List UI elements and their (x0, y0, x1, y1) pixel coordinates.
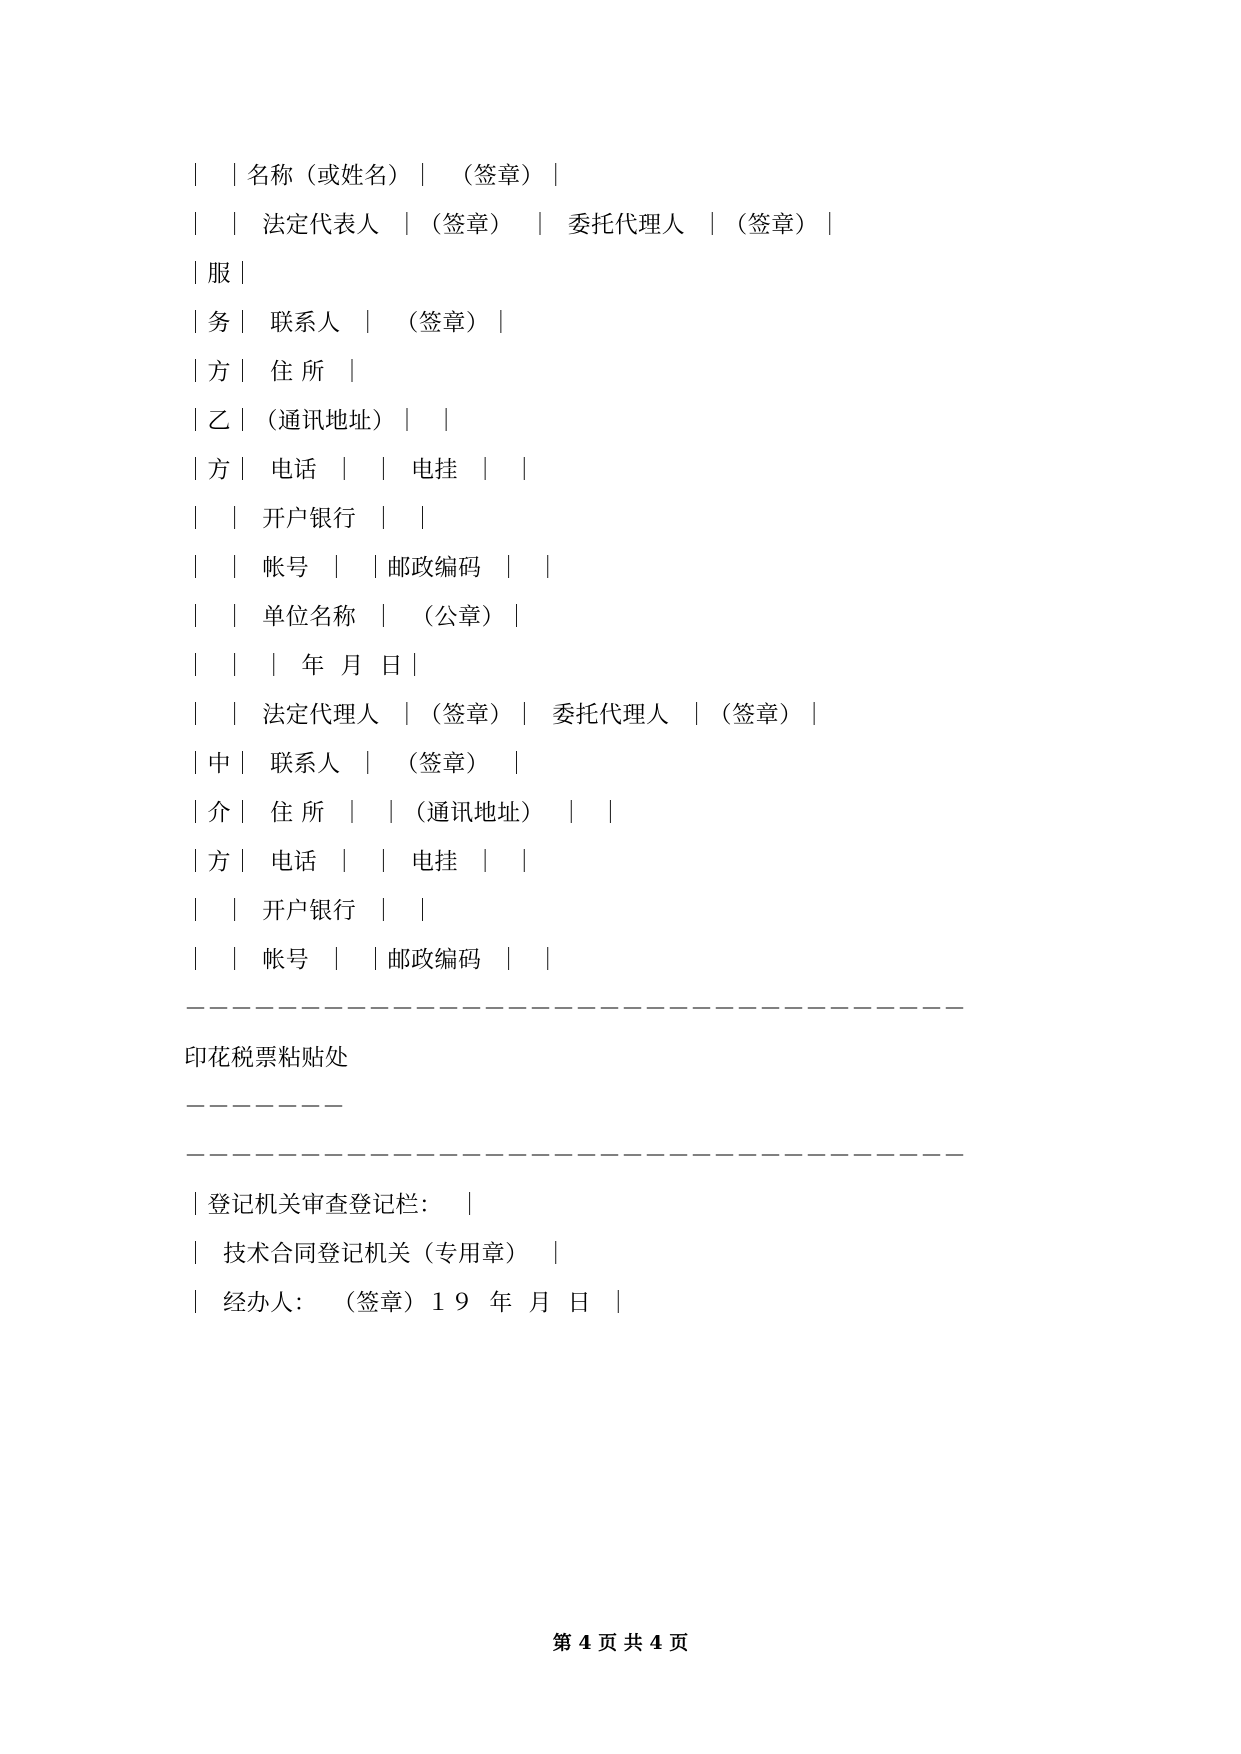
table-row-contact: ｜务｜ 联系人 ｜ （签章）｜ (184, 310, 513, 336)
table-row-intermediary-phone: ｜方｜ 电话 ｜ ｜ 电挂 ｜ ｜ (184, 849, 537, 875)
page-indicator: 第 4 页 共 4 页 (552, 1632, 689, 1654)
table-row-intermediary-address: ｜介｜ 住 所 ｜ ｜（通讯地址） ｜ ｜ (184, 800, 623, 826)
divider-rule: －－－－－－－－－－－－－－－－－－－－－－－－－－－－－－－－－－ (184, 1143, 966, 1169)
table-row-phone: ｜方｜ 电话 ｜ ｜ 电挂 ｜ ｜ (184, 457, 537, 483)
table-row-fu: ｜服｜ (184, 261, 255, 287)
table-row-intermediary-legal-rep: ｜ ｜ 法定代理人 ｜（签章）｜ 委托代理人 ｜（签章）｜ (184, 702, 827, 728)
table-row-mailing-address: ｜乙｜（通讯地址）｜ ｜ (184, 408, 459, 434)
divider-rule-short: －－－－－－－ (184, 1094, 345, 1120)
table-row-intermediary-contact: ｜中｜ 联系人 ｜ （签章） ｜ (184, 751, 529, 777)
table-row-intermediary-account: ｜ ｜ 帐号 ｜ ｜邮政编码 ｜ ｜ (184, 947, 560, 973)
registry-seal-line: ｜ 技术合同登记机关（专用章） ｜ (184, 1241, 568, 1267)
document-body (184, 152, 1084, 1328)
table-row-name: ｜ ｜名称（或姓名）｜ （签章）｜ (184, 163, 568, 189)
stamp-area-label: 印花税票粘贴处 (184, 1045, 349, 1071)
table-row-bank: ｜ ｜ 开户银行 ｜ ｜ (184, 506, 435, 532)
registry-handler-line: ｜ 经办人： （签章）１９ 年 月 日 ｜ (184, 1290, 631, 1316)
table-row-account: ｜ ｜ 帐号 ｜ ｜邮政编码 ｜ ｜ (184, 555, 560, 581)
table-row-intermediary-bank: ｜ ｜ 开户银行 ｜ ｜ (184, 898, 435, 924)
table-row-legal-rep: ｜ ｜ 法定代表人 ｜（签章） ｜ 委托代理人 ｜（签章）｜ (184, 212, 842, 238)
registry-heading: ｜登记机关审查登记栏： ｜ (184, 1192, 482, 1218)
divider-rule: －－－－－－－－－－－－－－－－－－－－－－－－－－－－－－－－－－ (184, 996, 966, 1022)
table-row-unit-name: ｜ ｜ 单位名称 ｜ （公章）｜ (184, 604, 529, 630)
table-row-date: ｜ ｜ ｜ 年 月 日｜ (184, 653, 427, 679)
table-row-address: ｜方｜ 住 所 ｜ (184, 359, 365, 385)
